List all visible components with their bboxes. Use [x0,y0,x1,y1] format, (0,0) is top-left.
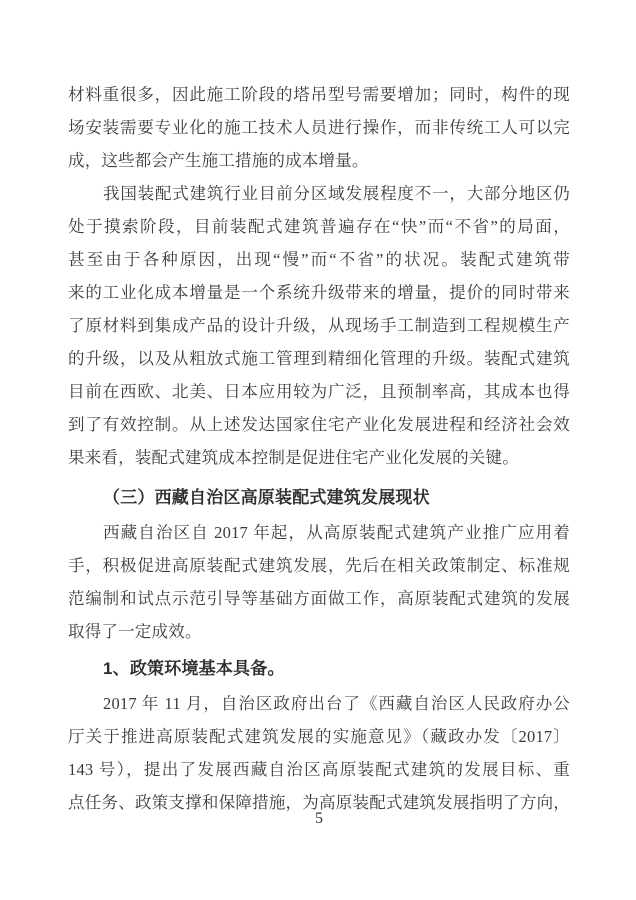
text-line: 手，积极促进高原装配式建筑发展，先后在相关政策制定、标准规 [68,556,570,575]
text-line: 我国装配式建筑行业目前分区域发展程度不一，大部分地区仍 [103,184,570,203]
text-line: 成，这些都会产生施工措施的成本增量。 [68,151,369,170]
text-line: 范编制和试点示范引导等基础方面做工作，高原装配式建筑的发展 [68,589,570,608]
text-line: 甚至由于各种原因，出现“慢”而“不省”的状况。装配式建筑带 [68,250,570,269]
document-text [68,78,570,819]
paragraph [68,78,570,177]
text-line: 材料重很多，因此施工阶段的塔吊型号需要增加；同时，构件的现 [68,85,570,104]
text-line: 到了有效控制。从上述发达国家住宅产业化发展进程和经济社会效 [68,415,570,434]
text-line: 果来看，装配式建筑成本控制是促进住宅产业化发展的关键。 [68,448,519,467]
text-line: 处于摸索阶段，目前装配式建筑普遍存在“快”而“不省”的局面， [68,217,570,236]
paragraph [68,177,570,474]
subsection-heading: 1、政策环境基本具备。 [103,659,285,678]
text-line: 点任务、政策支撑和保障措施，为高原装配式建筑发展指明了方向， [68,793,570,812]
text-line: 取得了一定成效。 [68,622,202,641]
text-line: 来的工业化成本增量是一个系统升级带来的增量，提价的同时带来 [68,283,570,302]
paragraph [68,516,570,648]
text-line: 的升级，以及从粗放式施工管理到精细化管理的升级。装配式建筑 [68,349,570,368]
page-number: 5 [315,810,323,827]
text-line: 场安装需要专业化的施工技术人员进行操作，而非传统工人可以完 [68,118,570,137]
text-line: 西藏自治区自 2017 年起，从高原装配式建筑产业推广应用着 [103,523,570,542]
paragraph [68,687,570,819]
text-line: 143 号），提出了发展西藏自治区高原装配式建筑的发展目标、重 [68,760,570,779]
text-line: 2017 年 11 月，自治区政府出台了《西藏自治区人民政府办公 [103,694,570,713]
section-heading: （三）西藏自治区高原装配式建筑发展现状 [103,488,430,507]
text-line: 目前在西欧、北美、日本应用较为广泛，且预制率高，其成本也得 [68,382,570,401]
text-line: 厅关于推进高原装配式建筑发展的实施意见》（藏政办发〔2017〕 [68,727,570,746]
text-line: 了原材料到集成产品的设计升级，从现场手工制造到工程规模生产 [68,316,570,335]
